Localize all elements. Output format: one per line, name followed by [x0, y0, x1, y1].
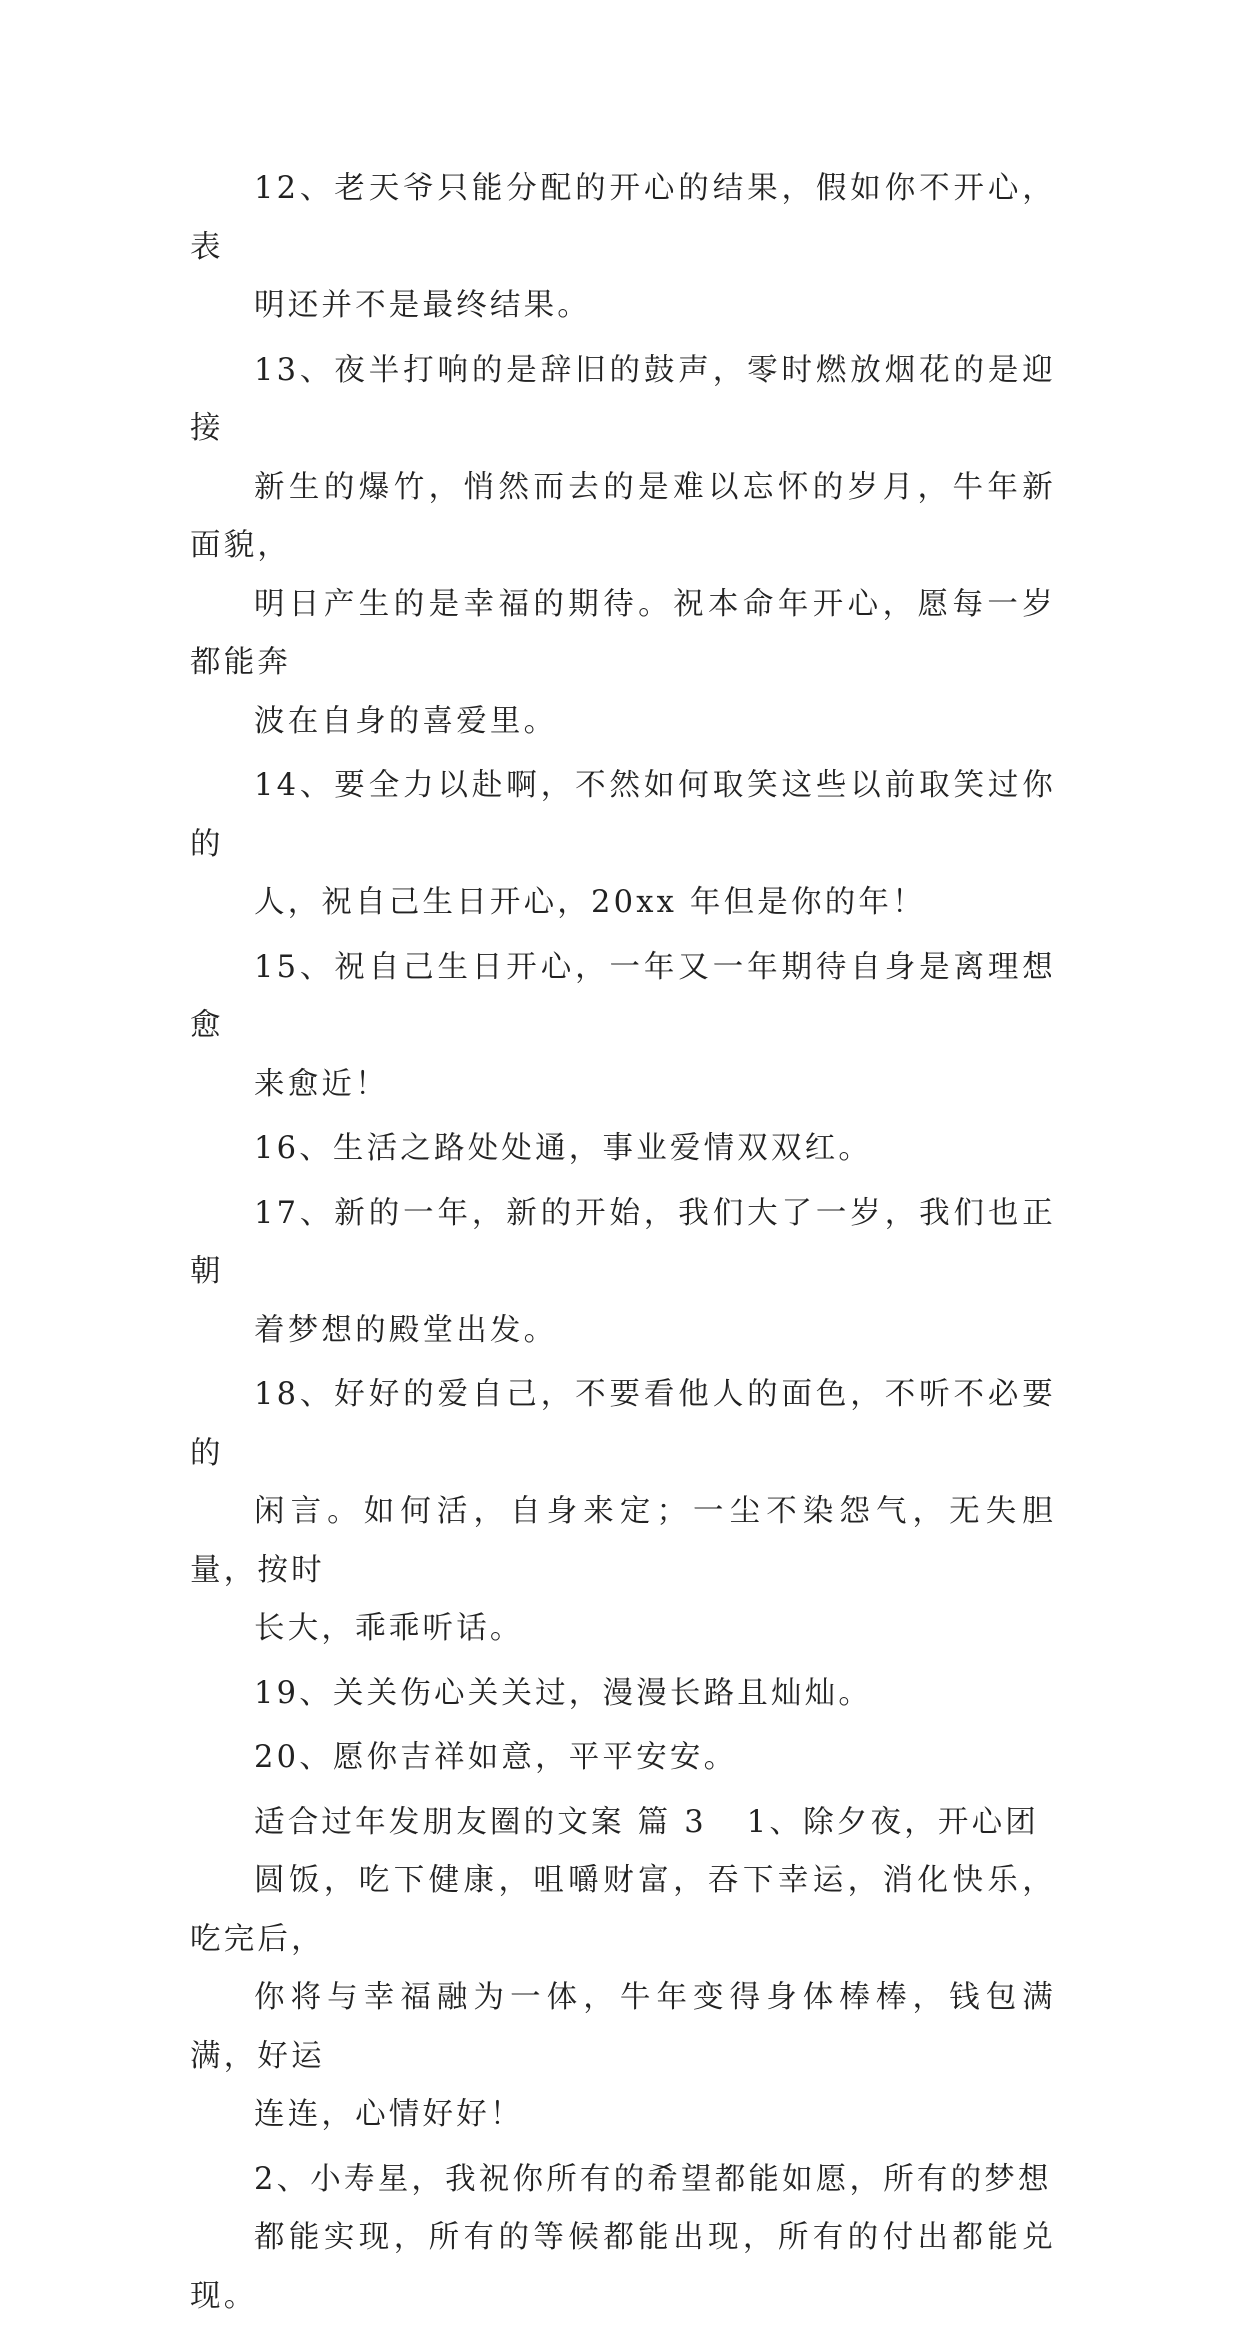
- text-line: 新生的爆竹，悄然而去的是难以忘怀的岁月，牛年新面貌，: [190, 469, 1056, 563]
- paragraph-18: [190, 1366, 1056, 1659]
- text-line: 闲言。如何活，自身来定；一尘不染怨气，无失胆量，按时: [190, 1494, 1056, 1588]
- text-line: 19、关关伤心关关过，漫漫长路且灿灿。: [254, 1675, 873, 1711]
- text-line: 长大，乖乖听话。: [254, 1611, 524, 1646]
- paragraph-13: [190, 342, 1056, 752]
- text-line: 12、老天爷只能分配的开心的结果，假如你不开心，表: [190, 171, 1056, 265]
- text-line: 人，祝自己生日开心，20xx 年但是你的年！: [254, 885, 926, 920]
- paragraph-19: [190, 1665, 1056, 1724]
- text-line: 1、除夕夜，开心团: [746, 1804, 1040, 1840]
- text-line: 16、生活之路处处通，事业爱情双双红。: [254, 1131, 873, 1166]
- final-paragraph: [190, 2151, 1056, 2327]
- text-line: 你将与幸福融为一体，牛年变得身体棒棒，钱包满满，好运: [190, 1980, 1056, 2074]
- section-heading: 适合过年发朋友圈的文案 篇 3: [254, 1804, 707, 1840]
- text-line: 都能实现，所有的等候都能出现，所有的付出都能兑现。: [190, 2220, 1056, 2314]
- text-line: 来愈近！: [254, 1066, 389, 1102]
- paragraph-16: [190, 1120, 1056, 1179]
- text-line: 圆饭，吃下健康，咀嚼财富，吞下幸运，消化快乐，吃完后，: [190, 1863, 1056, 1957]
- paragraph-17: [190, 1185, 1056, 1361]
- section-first-line: [190, 1794, 1056, 1853]
- paragraph-15: [190, 939, 1056, 1115]
- text-line: 15、祝自己生日开心，一年又一年期待自身是离理想愈: [190, 949, 1056, 1043]
- paragraph-12: [190, 160, 1056, 336]
- text-line: 明还并不是最终结果。: [254, 288, 591, 323]
- text-line: 17、新的一年，新的开始，我们大了一岁，我们也正朝: [190, 1195, 1056, 1289]
- paragraph-20: [190, 1729, 1056, 1788]
- text-line: 13、夜半打响的是辞旧的鼓声，零时燃放烟花的是迎接: [190, 352, 1056, 446]
- text-line: 连连，心情好好！: [254, 2097, 524, 2132]
- text-line: 波在自身的喜爱里。: [254, 703, 558, 739]
- text-line: 2、小寿星，我祝你所有的希望都能如愿，所有的梦想: [254, 2161, 1052, 2197]
- text-line: 14、要全力以赴啊，不然如何取笑这些以前取笑过你的: [190, 768, 1056, 862]
- text-line: 20、愿你吉祥如意，平平安安。: [254, 1740, 738, 1775]
- text-line: 明日产生的是幸福的期待。祝本命年开心，愿每一岁都能奔: [190, 586, 1056, 680]
- text-line: 着梦想的殿堂出发。: [254, 1312, 558, 1348]
- text-line: 18、好好的爱自己，不要看他人的面色，不听不必要的: [190, 1377, 1056, 1471]
- document-page: [190, 160, 1056, 2332]
- section-paragraph: [190, 1794, 1056, 2145]
- paragraph-14: [190, 757, 1056, 933]
